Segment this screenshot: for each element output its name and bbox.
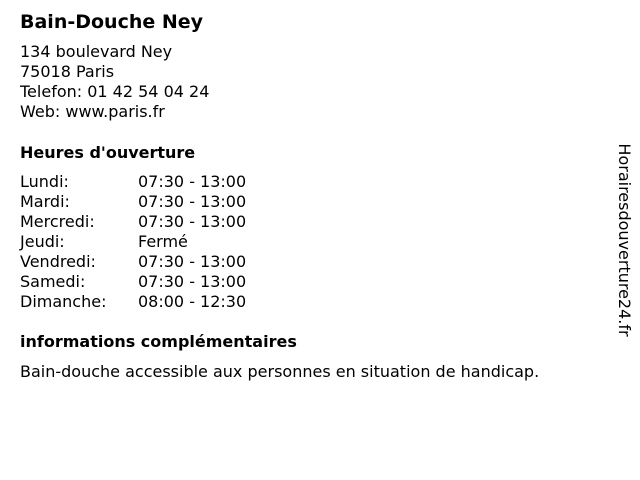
time-value: 07:30 - 13:00 xyxy=(138,252,247,271)
additional-info-heading: informations complémentaires xyxy=(20,332,297,351)
day-label: Lundi: xyxy=(20,172,69,191)
hours-row-monday xyxy=(20,172,600,192)
day-label: Mercredi: xyxy=(20,212,95,231)
hours-row-friday xyxy=(20,252,600,272)
phone-line: Telefon: 01 42 54 04 24 xyxy=(20,82,210,101)
hours-row-thursday xyxy=(20,232,600,252)
time-value: Fermé xyxy=(138,232,188,251)
opening-hours-heading: Heures d'ouverture xyxy=(20,143,196,162)
day-label: Jeudi: xyxy=(20,232,65,251)
time-value: 07:30 - 13:00 xyxy=(138,172,247,191)
day-label: Mardi: xyxy=(20,192,70,211)
site-watermark: Horairesdouverture24.fr xyxy=(615,143,634,337)
hours-row-tuesday xyxy=(20,192,600,212)
time-value: 07:30 - 13:00 xyxy=(138,212,247,231)
time-value: 07:30 - 13:00 xyxy=(138,272,247,291)
web-line: Web: www.paris.fr xyxy=(20,102,165,121)
hours-row-saturday xyxy=(20,272,600,292)
opening-hours-table xyxy=(20,172,600,312)
address-street: 134 boulevard Ney xyxy=(20,42,173,61)
day-label: Samedi: xyxy=(20,272,86,291)
day-label: Dimanche: xyxy=(20,292,107,311)
address-city: 75018 Paris xyxy=(20,62,115,81)
hours-row-wednesday xyxy=(20,212,600,232)
business-card xyxy=(20,8,600,382)
hours-row-sunday xyxy=(20,292,600,312)
time-value: 07:30 - 13:00 xyxy=(138,192,247,211)
day-label: Vendredi: xyxy=(20,252,96,271)
additional-info-text: Bain-douche accessible aux personnes en situation de handicap. xyxy=(20,362,540,381)
time-value: 08:00 - 12:30 xyxy=(138,292,247,311)
business-name: Bain-Douche Ney xyxy=(20,11,204,33)
